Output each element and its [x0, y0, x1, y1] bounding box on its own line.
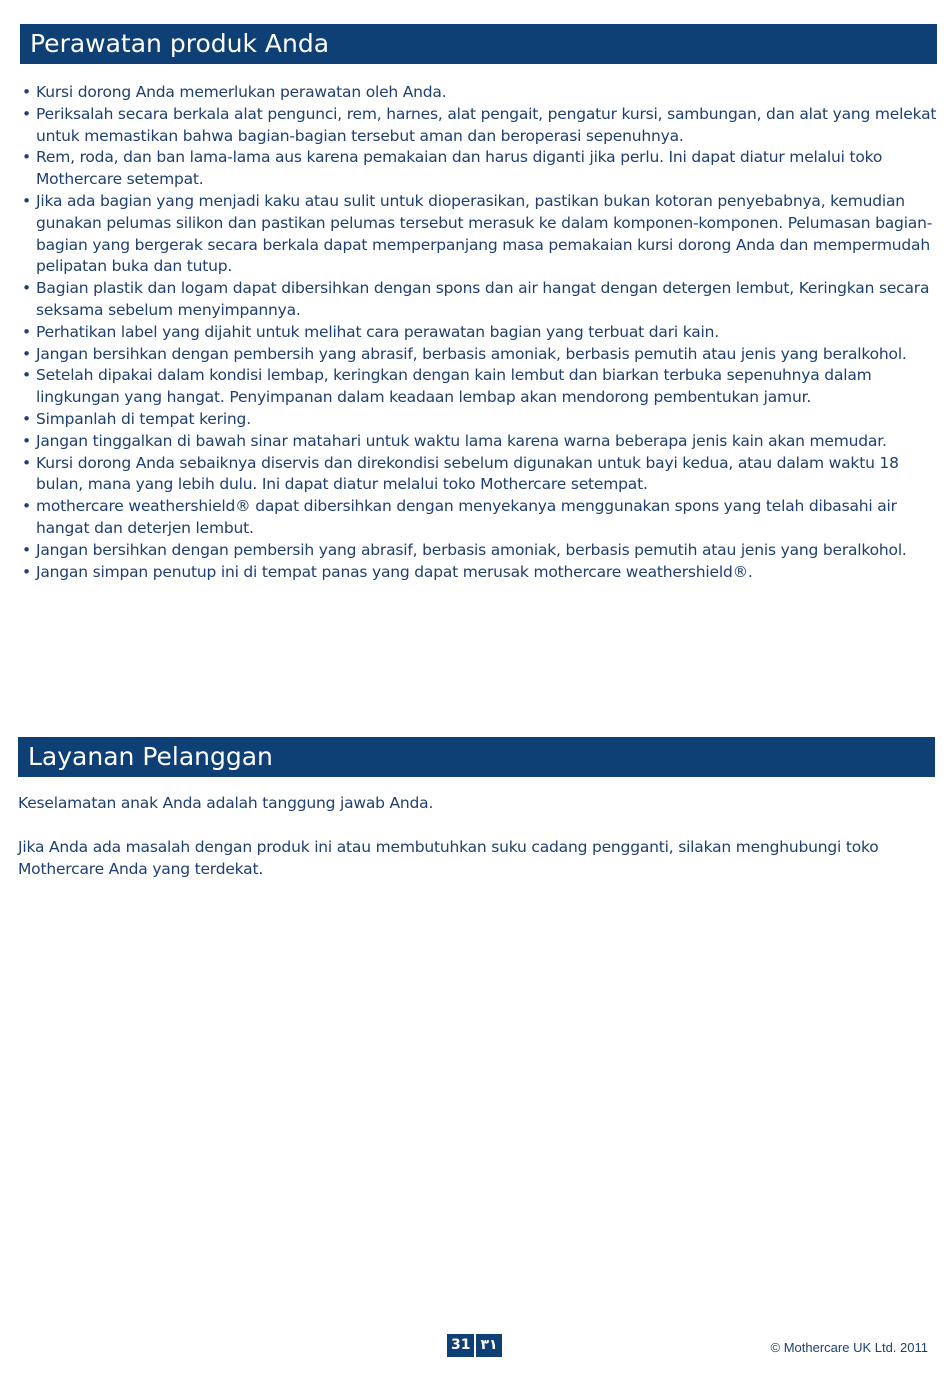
list-item-text: Kursi dorong Anda memerlukan perawatan oleh Anda. — [36, 83, 447, 101]
bullet-icon: • — [22, 562, 31, 581]
list-item-text: Setelah dipakai dalam kondisi lembap, keringkan dengan kain lembut dan biarkan terbuka sepenuhnya dalam lingkungan yang hangat. Penyimpanan dalam keadaan lembap akan mendorong pembentukan jamur. — [36, 366, 872, 407]
list-item-text: Bagian plastik dan logam dapat dibersihkan dengan spons dan air hangat dengan detergen lembut, Keringkan secara seksama sebelum menyimpannya. — [36, 279, 930, 319]
list-item — [22, 104, 946, 148]
bullet-icon: • — [22, 431, 31, 450]
list-item-text: Jangan simpan penutup ini di tempat panas yang dapat merusak mothercare weathershield®. — [36, 562, 753, 581]
bullet-icon: • — [22, 322, 31, 341]
bullet-icon: • — [22, 366, 31, 385]
bullet-icon: • — [22, 540, 31, 559]
list-item — [22, 344, 946, 366]
list-item — [22, 540, 946, 562]
section-title-product-care: Perawatan produk Anda — [20, 24, 937, 64]
list-item — [22, 322, 946, 344]
bullet-icon: • — [22, 83, 31, 101]
list-item — [22, 191, 946, 278]
list-item — [22, 409, 946, 431]
list-item — [22, 453, 946, 497]
list-item — [22, 562, 946, 584]
list-item-text: Periksalah secara berkala alat pengunci, rem, harnes, alat pengait, pengatur kursi, sambungan, dan alat yang melekat untuk memastikan bahwa bagian-bagian tersebut aman dan beroperasi sepenuhnya. — [36, 104, 937, 145]
list-item — [22, 431, 946, 453]
care-instructions-list — [22, 82, 946, 583]
bullet-icon: • — [22, 344, 31, 363]
page-number-arabic: ٣١ — [476, 1334, 501, 1357]
list-item — [22, 147, 946, 191]
bullet-icon: • — [22, 148, 31, 167]
list-item-text: mothercare weathershield® dapat dibersihkan dengan menyekanya menggunakan spons yang telah dibasahi air hangat dan deterjen lembut. — [36, 497, 897, 537]
list-item-text: Rem, roda, dan ban lama-lama aus karena pemakaian dan harus diganti jika perlu. Ini dapat diatur melalui toko Mothercare setempat. — [36, 148, 883, 189]
list-item-text: Jangan bersihkan dengan pembersih yang abrasif, berbasis amoniak, berbasis pemutih atau jenis yang beralkohol. — [36, 540, 907, 559]
bullet-icon: • — [22, 497, 31, 516]
list-item-text: Jangan bersihkan dengan pembersih yang abrasif, berbasis amoniak, berbasis pemutih atau jenis yang beralkohol. — [36, 344, 907, 363]
list-item-text: Perhatikan label yang dijahit untuk melihat cara perawatan bagian yang terbuat dari kain. — [36, 322, 719, 341]
bullet-icon: • — [22, 104, 31, 123]
bullet-icon: • — [22, 191, 31, 210]
list-item-text: Jika ada bagian yang menjadi kaku atau sulit untuk dioperasikan, pastikan bukan kotoran penyebabnya, kemudian gunakan pelumas silikon dan pastikan pelumas tersebut merasuk ke dalam komponen-komponen. Pelumasan bagian-bagian yang bergerak secara berkala dapat memperpanjang masa pemakaian kursi dorong Anda dan mempermudah pelipatan buka dan tutup. — [36, 191, 933, 276]
bullet-icon: • — [22, 409, 31, 428]
bullet-icon: • — [22, 453, 31, 472]
section-title-customer-service: Layanan Pelanggan — [18, 737, 935, 777]
list-item-text: Jangan tinggalkan di bawah sinar matahari untuk waktu lama karena warna beberapa jenis kain akan memudar. — [36, 431, 887, 450]
list-item — [22, 82, 946, 104]
page-number: 31 — [447, 1334, 474, 1357]
list-item — [22, 496, 946, 540]
list-item — [22, 365, 946, 409]
contact-paragraph: Jika Anda ada masalah dengan produk ini atau membutuhkan suku cadang pengganti, silakan menghubungi toko Mothercare Anda yang terdekat. — [18, 838, 879, 878]
list-item — [22, 278, 946, 322]
copyright-notice: © Mothercare UK Ltd. 2011 — [770, 1340, 928, 1355]
list-item-text: Simpanlah di tempat kering. — [36, 409, 251, 428]
bullet-icon: • — [22, 279, 31, 298]
safety-paragraph: Keselamatan anak Anda adalah tanggung jawab Anda. — [18, 794, 434, 812]
page-number-badge — [447, 1334, 502, 1357]
list-item-text: Kursi dorong Anda sebaiknya diservis dan direkondisi sebelum digunakan untuk bayi kedua, atau dalam waktu 18 bulan, mana yang lebih dulu. Ini dapat diatur melalui toko Mothercare setempat. — [36, 453, 899, 494]
